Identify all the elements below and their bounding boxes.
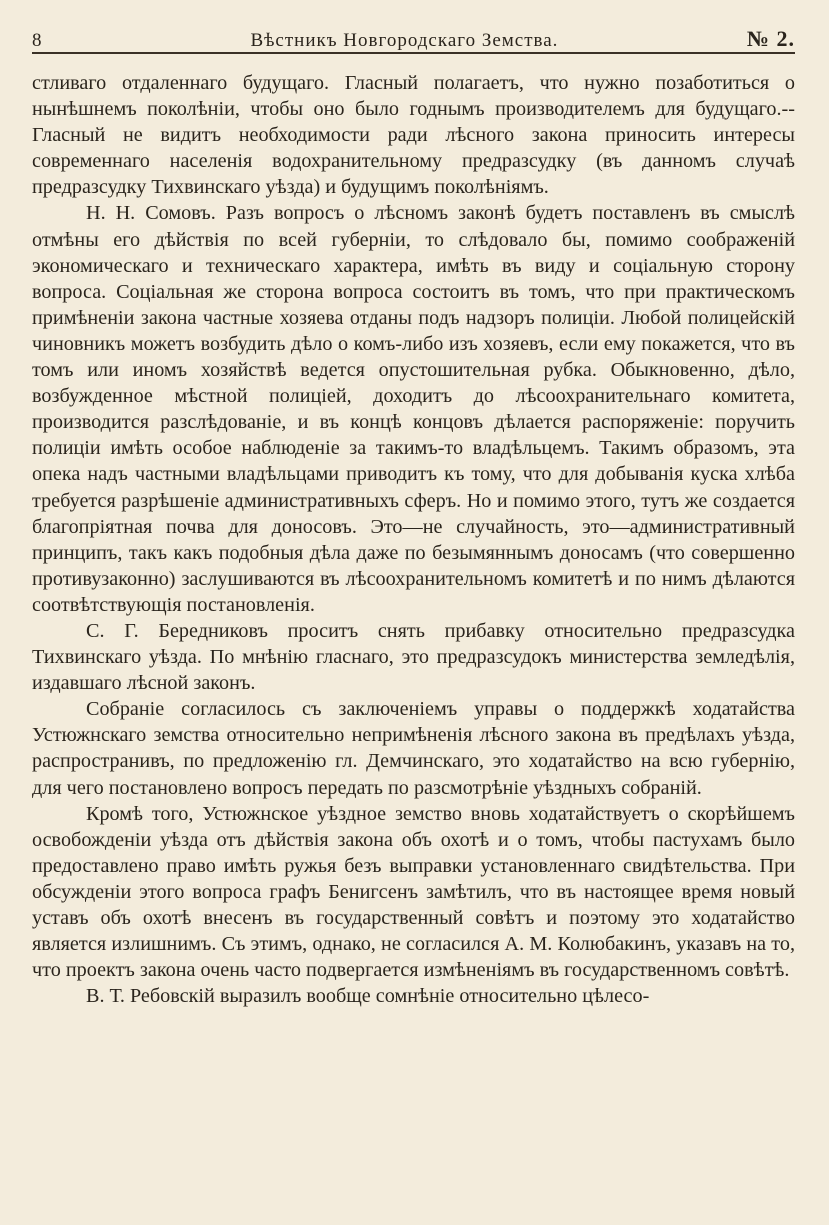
paragraph-hunting-law: Кромѣ того, Устюжнское уѣздное земство вновь ходатайствуетъ о скорѣйшемъ освобожденіи уѣзда отъ дѣйствія закона объ охотѣ и о томъ, чтобы пастухамъ было предоставлено право имѣть ружья безъ выправки установленнаго свидѣтельства. При обсужденіи этого вопроса графъ Бенигсенъ замѣтилъ, что въ настоящее время новый уставъ объ охотѣ внесенъ въ государственный совѣтъ и поэтому это ходатайство является излишнимъ. Съ этимъ, однако, не согласился А. М. Колюбакинъ, указавъ на то, что проектъ закона очень часто подвергается измѣненіямъ въ государственномъ совѣтѣ. (32, 802, 795, 982)
issue-number: № 2. (746, 26, 795, 51)
page-body (32, 70, 795, 1009)
paragraph-assembly-decision: Собраніе согласилось съ заключеніемъ управы о поддержкѣ ходатайства Устюжнскаго земства относительно непримѣненія лѣсного закона въ предѣлахъ уѣзда, распространивъ, по предложенію гл. Демчинскаго, это ходатайство на всю губернію, для чего постановлено вопросъ передать по разсмотрѣніе уѣздныхъ собраній. (32, 698, 795, 799)
journal-title: Вѣстникъ Новгородскаго Земства. (250, 30, 559, 51)
paragraph-rebovsky: В. Т. Ребовскій выразилъ вообще сомнѣніе относительно цѣлесо- (86, 985, 650, 1008)
page-number: 8 (32, 30, 42, 51)
paragraph-somov: Н. Н. Сомовъ. Разъ вопросъ о лѣсномъ законѣ будетъ поставленъ въ смыслѣ отмѣны его дѣйствія по всей губерніи, то слѣдовало бы, помимо соображеній экономическаго и техническаго характера, имѣть въ виду и соціальную сторону вопроса. Соціальная же сторона вопроса состоитъ въ томъ, что при практическомъ примѣненіи закона частные хозяева отданы подъ надзоръ полиціи. Любой полицейскій чиновникъ можетъ возбудить дѣло о комъ-либо изъ хозяевъ, если ему покажется, что въ томъ или иномъ хозяйствѣ ведется опустошительная рубка. Обыкновенно, дѣло, возбужденное мѣстной полиціей, доходитъ до лѣсоохранительнаго комитета, производится разслѣдованіе, и въ концѣ концовъ дѣлается распоряженіе: поручить полиціи имѣть особое наблюденіе за такимъ-то владѣльцемъ. Такимъ образомъ, эта опека надъ частными владѣльцами приводитъ къ тому, что для добыванія куска хлѣба требуется разрѣшеніе административныхъ сферъ. Но и помимо этого, тутъ же создается благопріятная почва для доносовъ. Это—не случайность, это—административный принципъ, такъ какъ подобныя дѣла даже по безымяннымъ доносамъ (что совершенно противузаконно) заслушиваются въ лѣсоохранительномъ комитетѣ и по нимъ дѣлаются соотвѣтствующія постановленія. (32, 202, 795, 616)
page-header (32, 20, 795, 54)
paragraph-continuation: стливаго отдаленнаго будущаго. Гласный полагаетъ, что нужно позаботиться о нынѣшнемъ поколѣніи, чтобы оно было годнымъ производителемъ для будущаго.--Гласный не видитъ необходимости ради лѣсного закона приносить интересы современнаго населенія водохранительному предразсудку (въ данномъ случаѣ предразсудку Тихвинскаго уѣзда) и будущимъ поколѣніямъ. (32, 72, 795, 199)
paragraph-berednikov: С. Г. Бередниковъ проситъ снять прибавку относительно предразсудка Тихвинскаго уѣзда. По мнѣнію гласнаго, это предразсудокъ министерства земледѣлія, издавшаго лѣсной законъ. (32, 619, 795, 695)
